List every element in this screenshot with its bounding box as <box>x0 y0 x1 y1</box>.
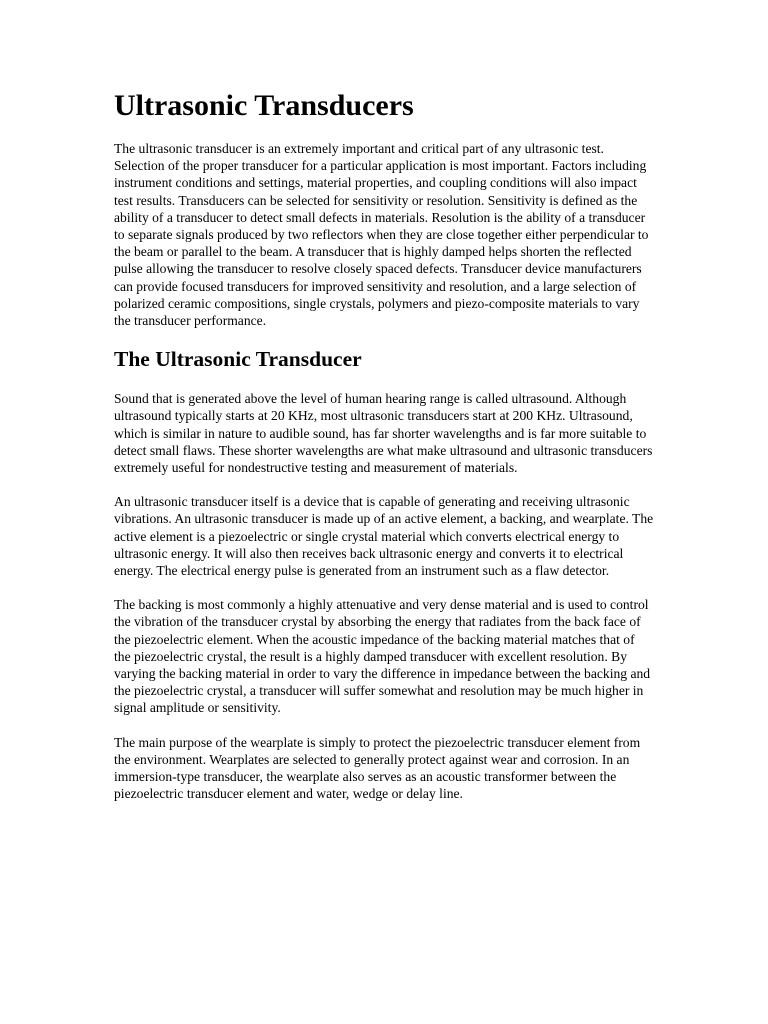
intro-paragraph: The ultrasonic transducer is an extremely important and critical part of any ultrasonic test. Selection of the proper transducer for a particular application is most important. Factors including instrument conditions and settings, material properties, and coupling conditions will also impact test results. Transducers can be selected for sensitivity or resolution. Sensitivity is defined as the ability of a transducer to detect small defects in materials. Resolution is the ability of a transducer to separate signals produced by two reflectors when they are close together either perpendicular to the beam or parallel to the beam. A transducer that is highly damped helps shorten the reflected pulse allowing the transducer to resolve closely spaced defects. Transducer device manufacturers can provide focused transducers for improved sensitivity and resolution, and a large selection of polarized ceramic compositions, single crystals, polymers and piezo-composite materials to vary the transducer performance. <box>114 141 649 329</box>
body-paragraph-transducer-device: An ultrasonic transducer itself is a device that is capable of generating and receiving ultrasonic vibrations. An ultrasonic transducer is made up of an active element, a backing, and wearplate. The active element is a piezoelectric or single crystal material which converts electrical energy to ultrasonic energy. It will also then receives back ultrasonic energy and converts it to electrical energy. The electrical energy pulse is generated from an instrument such as a flaw detector. <box>114 494 654 579</box>
section-heading: The Ultrasonic Transducer <box>114 347 362 372</box>
body-paragraph-backing: The backing is most commonly a highly attenuative and very dense material and is used to control the vibration of the transducer crystal by absorbing the energy that radiates from the back face of the piezoelectric element. When the acoustic impedance of the backing material matches that of the piezoelectric crystal, the result is a highly damped transducer with excellent resolution. By varying the backing material in order to vary the difference in impedance between the backing and the piezoelectric crystal, a transducer will suffer somewhat and resolution may be much higher in signal amplitude or sensitivity. <box>114 597 651 716</box>
document-title: Ultrasonic Transducers <box>114 89 414 122</box>
body-paragraph-wearplate: The main purpose of the wearplate is simply to protect the piezoelectric transducer element from the environment. Wearplates are selected to generally protect against wear and corrosion. In an immersion-type transducer, the wearplate also serves as an acoustic transformer between the piezoelectric transducer element and water, wedge or delay line. <box>114 734 641 802</box>
document-page <box>114 88 654 820</box>
body-paragraph-ultrasound: Sound that is generated above the level of human hearing range is called ultrasound. Although ultrasound typically starts at 20 KHz, most ultrasonic transducers start at 200 KHz. Ultrasound, which is similar in nature to audible sound, has far shorter wavelengths and is far more suitable to detect small flaws. These shorter wavelengths are what make ultrasound and ultrasonic transducers extremely useful for nondestructive testing and measurement of materials. <box>114 391 653 476</box>
